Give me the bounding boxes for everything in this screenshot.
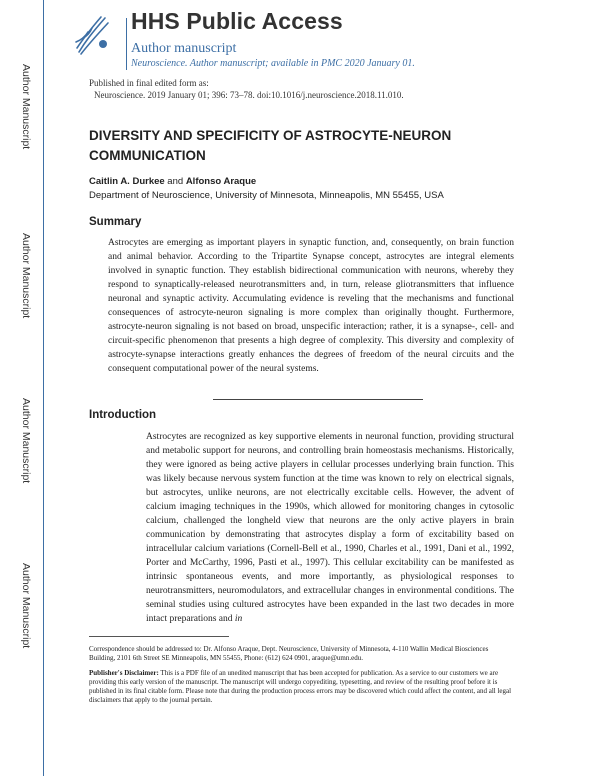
sidebar-divider	[43, 0, 44, 776]
author-name: Caitlin A. Durkee	[89, 176, 165, 187]
publisher-disclaimer: Publisher's Disclaimer: This is a PDF file of an unedited manuscript that has been accepted for publication. As a service to our customers we are providing this early version of the manuscript. The manuscript will undergo copyediting, typesetting, and review of the resulting proof before it is published in its final citable form. Please note that during the production process errors may be discovered which could affect the content, and all legal disclaimers that apply to the journal pertain.	[89, 669, 512, 704]
author-manuscript-label: Author manuscript	[131, 41, 237, 56]
sidebar-label: Author Manuscript	[20, 563, 32, 649]
summary-heading: Summary	[89, 216, 142, 228]
introduction-heading: Introduction	[89, 409, 157, 421]
authors: Caitlin A. Durkee and Alfonso Araque	[89, 176, 257, 187]
page-title: HHS Public Access	[131, 8, 343, 34]
hhs-eagle-logo-icon	[73, 12, 111, 56]
journal-availability: Neuroscience. Author manuscript; available in PMC 2020 January 01.	[131, 58, 415, 69]
author-name: Alfonso Araque	[185, 176, 257, 187]
section-divider	[213, 399, 423, 400]
footnote-divider	[89, 636, 229, 637]
article-title: DIVERSITY AND SPECIFICITY OF ASTROCYTE-NEURON COMMUNICATION	[89, 128, 452, 163]
introduction-text: Astrocytes are recognized as key supportive elements in neuronal function, providing structural and metabolic support for neurons, and controlling brain homeostasis mechanisms. Historically, they were ignored as being active players in cellular processes underlying brain function. This was likely because nervous system function at the time was known to rely on electrical signals, but astrocytes, unlike neurons, are not electrically excitable cells. However, the advent of calcium imaging techniques in the 1990s, which allowed for monitoring changes in cytosolic calcium, challenged the longheld view that neurons are the only active players in brain communication by demonstrating that astrocytes display a form of excitability based on intracellular calcium variations (Cornell-Bell et al., 1990, Charles et al., 1991, Dani et al., 1992, Porter and McCarthy, 1996, Pasti et al., 1997). This cellular excitability can be manifested as intrinsic spontaneous events, and more importantly, as physiological responses to neurotransmitters, neuromodulators, and extracellular changes in environmental conditions. The seminal studies using cultured astrocytes have been expanded in the last two decades in more intact preparations and in	[146, 432, 514, 624]
sidebar-label: Author Manuscript	[20, 233, 32, 319]
sidebar-label: Author Manuscript	[20, 64, 32, 150]
affiliation: Department of Neuroscience, University of Minnesota, Minneapolis, MN 55455, USA	[89, 190, 444, 201]
header-divider	[126, 18, 127, 70]
correspondence-footnote: Correspondence should be addressed to: Dr. Alfonso Araque, Dept. Neuroscience, University of Minnesota, 4-110 Wallin Medical Biosciences Building, 2101 6th Street SE Minneapolis, MN 55455, Phone: (612) 624 0901, araque@umn.edu.	[89, 645, 489, 662]
sidebar-label: Author Manuscript	[20, 398, 32, 484]
citation: Neuroscience. 2019 January 01; 396: 73–78. doi:10.1016/j.neuroscience.2018.11.010.	[94, 90, 404, 100]
summary-text: Astrocytes are emerging as important players in synaptic function, and, consequently, on brain function and animal behavior. According to the Tripartite Synapse concept, astrocytes are integral elements involved in synaptic function. They establish bidirectional communication with neurons, whereby they respond to synaptically-released neurotransmitters and, in turn, release gliotransmitters that influence neuronal and synaptic activity. Accumulating evidence is reveling that the mechanisms and functional consequences of astrocyte-neuron signaling is more complex than originally thought. Furthermore, astrocyte-neuron signaling is not based on broad, unspecific interaction; rather, it is a synapse-, cell- and circuit-specific phenomenon that presents a high degree of complexity. This diversity and complexity of astrocyte-synapse interactions greatly enhances the degrees of freedom of the neural circuits and the consequent computational power of the neural systems.	[108, 238, 514, 374]
published-label: Published in final edited form as:	[89, 78, 209, 88]
